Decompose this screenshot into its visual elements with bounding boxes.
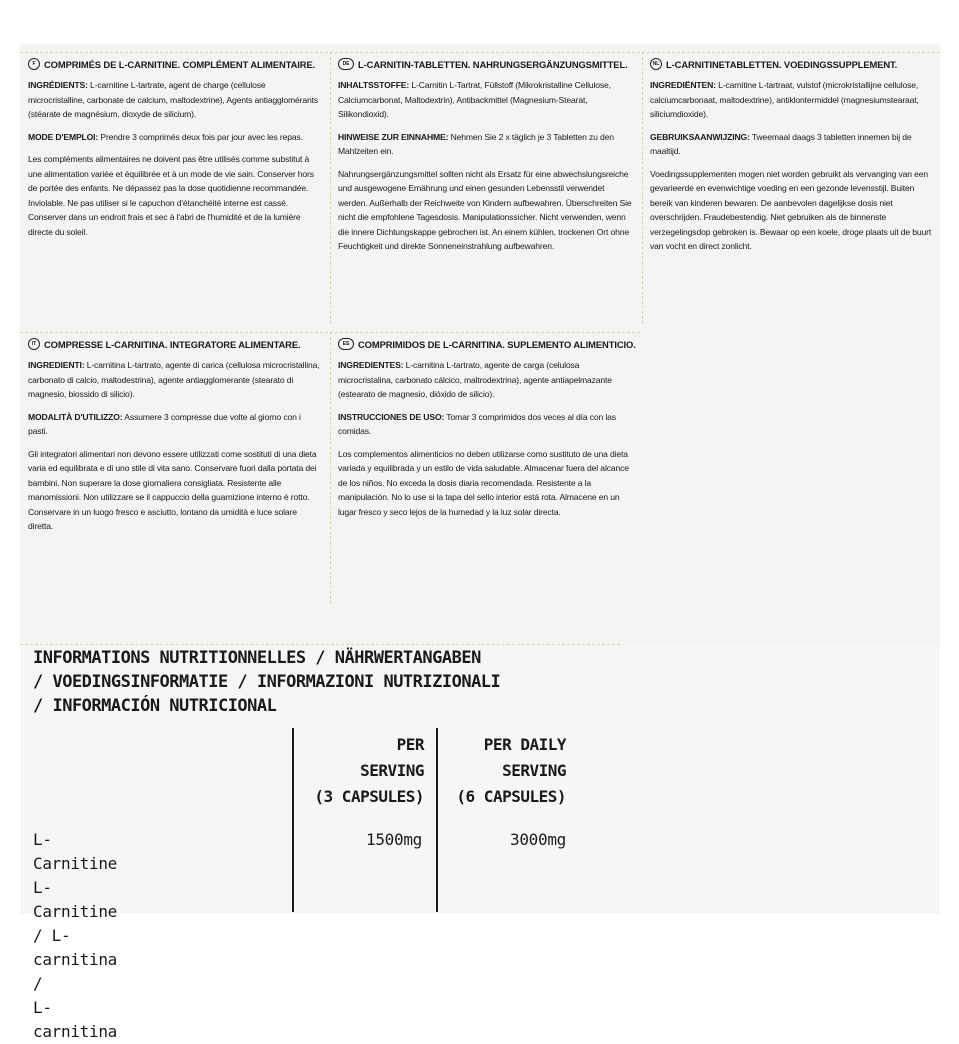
nutrition-title-line: / VOEDINGSINFORMATIE / INFORMAZIONI NUTRIZIONALI [33, 672, 501, 692]
table-column-divider [436, 728, 438, 912]
ingredients-label: INGREDIËNTEN: [650, 80, 716, 90]
row-label-line: L-Carnitine / L-carnitina / [33, 878, 117, 993]
usage-text: Prendre 3 comprimés deux fois par jour avec les repas. [98, 131, 303, 142]
value-per-daily-serving: 3000mg [510, 830, 566, 849]
section-title: COMPRIMÉS DE L-CARNITINE. COMPLÉMENT ALIMENTAIRE. [44, 58, 316, 70]
usage-label: MODE D'EMPLOI: [28, 131, 99, 142]
usage-text: Nehmen Sie 2 x täglich je 3 Tabletten zu den Mahlzeiten ein. [338, 131, 614, 156]
usage-paragraph [338, 410, 634, 439]
section-heading [650, 58, 934, 70]
usage-paragraph [28, 130, 322, 145]
language-flag-icon: ES [338, 338, 354, 350]
ingredients-label: INGREDIENTES: [338, 360, 404, 370]
usage-paragraph [338, 130, 634, 159]
column-header-line: SERVING [360, 761, 424, 780]
ingredients-label: INGREDIENTI: [28, 360, 85, 370]
column-header-per-serving [296, 732, 424, 810]
language-flag-icon: NL [650, 58, 662, 70]
table-column-divider [292, 728, 294, 912]
nutrition-divider [20, 644, 620, 645]
row-label-line: L-carnitina [33, 998, 117, 1041]
nutrition-title-line: / INFORMACIÓN NUTRICIONAL [33, 696, 277, 716]
ingredients-text: L-carnitine L-tartraat, vulstof (microkristallijne cellulose, calciumcarbonaat, maltodextrine), antiklontermiddel (magnesiumstearaat, siliciumdioxide). [650, 80, 919, 119]
warning-paragraph: Los complementos alimenticios no deben utilizarse como sustituto de una dieta variada y equilibrada y un estilo de vida saludable. Almacenar fuera del alcance de los niños. No exceda la dosis diaria recomendada. Resistente a la manipulación. No lo use si la tapa del sello interior está rota. Almacene en un lugar fresco y seco lejos de la humedad y la luz solar directa. [338, 448, 629, 517]
usage-text: Tweemaal daags 3 tabletten innemen bij de maaltijd. [650, 131, 912, 156]
ingredients-paragraph [650, 78, 934, 122]
section-heading [28, 338, 322, 350]
section-heading [338, 58, 634, 70]
section-title: L-CARNITIN-TABLETTEN. NAHRUNGSERGÄNZUNGSMITTEL. [358, 58, 628, 70]
usage-text: Tomar 3 comprimidos dos veces al día con las comidas. [338, 411, 616, 436]
usage-label: GEBRUIKSAANWIJZING: [650, 131, 750, 142]
usage-paragraph [650, 130, 934, 159]
column-header-line: (6 CAPSULES) [456, 787, 566, 806]
section-heading [28, 58, 322, 70]
ingredients-paragraph [338, 358, 634, 402]
value-per-serving: 1500mg [366, 830, 422, 849]
column-header-line: SERVING [502, 761, 566, 780]
language-flag-icon: IT [28, 338, 40, 350]
ingredients-text: L-carnitine L-tartrate, agent de charge (cellulose microcristalline, carbonate de calcium, maltodextrine), Agents antiagglomérants (stéarate de magnésium, dioxyde de silicium). [28, 80, 319, 119]
nutrition-title-line: INFORMATIONS NUTRITIONNELLES / NÄHRWERTANGABEN [33, 648, 481, 668]
section-french [20, 52, 328, 324]
column-header-line: PER DAILY [483, 735, 566, 754]
section-spanish [330, 332, 640, 604]
column-header-line: (3 CAPSULES) [314, 787, 424, 806]
section-title: L-CARNITINETABLETTEN. VOEDINGSSUPPLEMENT. [666, 58, 898, 70]
section-german [330, 52, 640, 324]
usage-label: HINWEISE ZUR EINNAHME: [338, 131, 449, 142]
ingredients-text: L-Carnitin L-Tartrat, Füllstoff (Mikrokristalline Cellulose, Calciumcarbonat, Maltodextrin), Antibackmittel (Magnesium-Stearat, Silikondioxid). [338, 80, 611, 119]
row-label-line: L-Carnitine [33, 830, 117, 873]
row-label-l-carnitine [33, 828, 117, 1044]
usage-label: MODALITÀ D'UTILIZZO: [28, 411, 123, 422]
language-flag-icon: DE [338, 58, 354, 70]
ingredients-label: INHALTSSTOFFE: [338, 80, 410, 90]
ingredients-text: L-carnitina L-tartrato, agente di carica (cellulosa microcristallina, carbonato di calcio, maltodestrina), agente antiagglomerante (stearato di magnesio, biossido di silicio). [28, 360, 320, 399]
ingredients-label: INGRÉDIENTS: [28, 80, 88, 90]
section-heading [338, 338, 634, 350]
warning-paragraph: Les compléments alimentaires ne doivent pas être utilisés comme substitut à une alimentation variée et équilibrée et à un mode de vie sain. Conserver hors de portée des enfants. Ne dépassez pas la dose quotidienne recommandée. Inviolable. Ne pas utiliser si le capuchon d'étanchéité interne est cassé. Conserver dans un endroit frais et sec à l'abri de l'humidité et de la lumière directe du soleil. [28, 154, 314, 237]
ingredients-paragraph [28, 358, 322, 402]
usage-text: Assumere 3 compresse due volte al giorno con i pasti. [28, 411, 301, 436]
section-title: COMPRESSE L-CARNITINA. INTEGRATORE ALIMENTARE. [44, 338, 301, 350]
usage-label: INSTRUCCIONES DE USO: [338, 411, 445, 422]
ingredients-text: L-carnitina L-tartrato, agente de carga (celulosa microcristalina, carbonato cálcico, maltrodextrina), agente antiapelmazante (estearato de magnesio, dióxido de silicio). [338, 360, 612, 399]
section-title: COMPRIMIDOS DE L-CARNITINA. SUPLEMENTO ALIMENTICIO. [358, 338, 636, 350]
warning-paragraph: Nahrungsergänzungsmittel sollten nicht als Ersatz für eine abwechslungsreiche und ausgewogene Ernährung und einen gesunden Lebensstil verwendet werden. Außerhalb der Reichweite von Kindern aufbewahren. Überschreiten Sie nicht die empfohlene Tagesdosis. Manipulationssicher. Nicht verwenden, wenn die innere Dichtungskappe gebrochen ist. An einem kühlen, trockenen Ort ohne Feuchtigkeit und direkte Sonneneinstrahlung aufbewahren. [338, 168, 632, 251]
column-header-line: PER [396, 735, 424, 754]
warning-paragraph: Gli integratori alimentari non devono essere utilizzati come sostituti di una dieta varia ed equilibrata e di uno stile di vita sano. Conservare fuori dalla portata dei bambini. Non superare la dose giornaliera consigliata. Resistente alle manomissioni. Non utilizzare se il cappuccio della guarnizione interno è rotto. Conservare in un luogo fresco e asciutto, lontano da umidità e luce solare diretta. [28, 448, 317, 531]
column-header-per-daily-serving [440, 732, 566, 810]
nutrition-title [33, 646, 593, 718]
section-dutch [642, 52, 940, 324]
ingredients-paragraph [28, 78, 322, 122]
warning-paragraph: Voedingssupplementen mogen niet worden gebruikt als vervanging van een gevarieerde en evenwichtige voeding en een gezonde levensstijl. Buiten bereik van kinderen bewaren. De aanbevolen dagelijkse dosis niet overschrijden. Fraudebestendig. Niet gebruiken als de binnenste verzegelingsdop gebroken is. Bewaar op een koele, droge plaats uit de buurt van vocht en direct zonlicht. [650, 168, 932, 251]
ingredients-paragraph [338, 78, 634, 122]
usage-paragraph [28, 410, 322, 439]
section-italian [20, 332, 328, 604]
language-flag-icon: F [28, 58, 40, 70]
